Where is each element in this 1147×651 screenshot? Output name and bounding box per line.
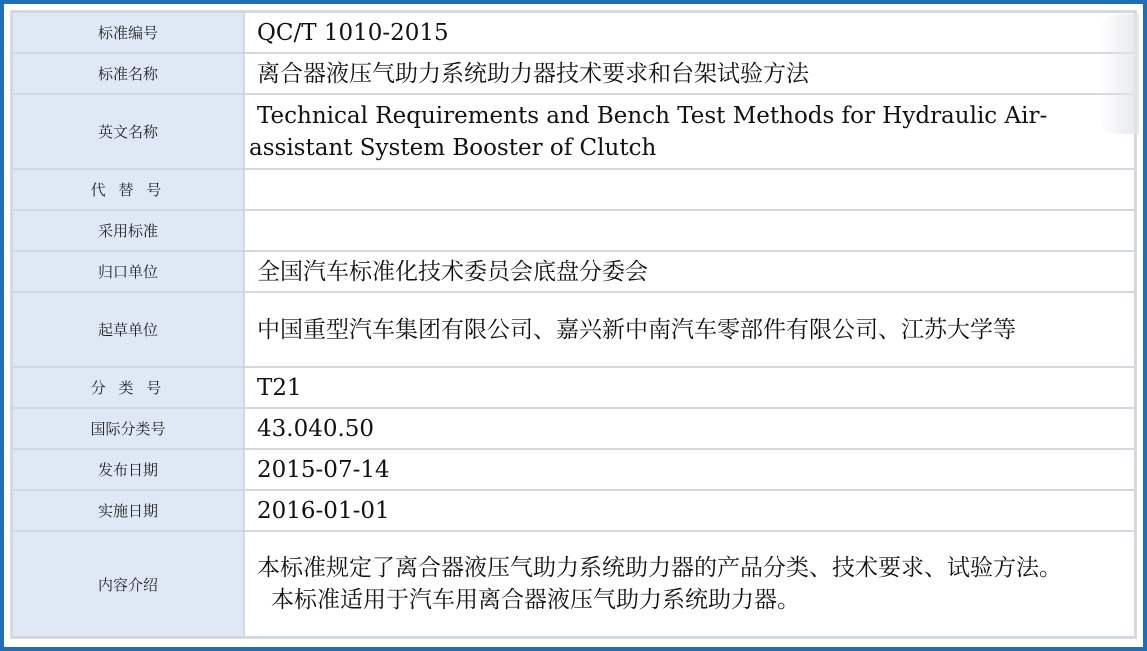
table-row	[12, 12, 1135, 53]
label-ics-number: 国际分类号	[12, 408, 244, 449]
table-row	[12, 490, 1135, 531]
value-implementation-date: 2016-01-01	[244, 490, 1135, 531]
table-row	[12, 210, 1135, 251]
label-english-name: 英文名称	[12, 94, 244, 169]
label-implementation-date: 实施日期	[12, 490, 244, 531]
value-responsible-unit: 全国汽车标准化技术委员会底盘分委会	[244, 251, 1135, 292]
value-adopted-standard	[244, 210, 1135, 251]
label-standard-name: 标准名称	[12, 53, 244, 94]
value-standard-name: 离合器液压气助力系统助力器技术要求和台架试验方法	[244, 53, 1135, 94]
label-standard-number: 标准编号	[12, 12, 244, 53]
label-drafting-unit: 起草单位	[12, 292, 244, 367]
scroll-edge-shadow	[1099, 14, 1139, 134]
table-row	[12, 292, 1135, 367]
label-responsible-unit: 归口单位	[12, 251, 244, 292]
value-standard-number: QC/T 1010-2015	[244, 12, 1135, 53]
table-row	[12, 531, 1135, 637]
value-drafting-unit: 中国重型汽车集团有限公司、嘉兴新中南汽车零部件有限公司、江苏大学等	[244, 292, 1135, 367]
label-replaces: 代 替 号	[12, 169, 244, 210]
label-content-summary: 内容介绍	[12, 531, 244, 637]
value-replaces	[244, 169, 1135, 210]
label-adopted-standard: 采用标准	[12, 210, 244, 251]
value-content-summary	[244, 531, 1135, 637]
standard-info-panel	[10, 10, 1137, 639]
label-classification-number: 分 类 号	[12, 367, 244, 408]
value-ics-number: 43.040.50	[244, 408, 1135, 449]
table-row	[12, 367, 1135, 408]
label-publish-date: 发布日期	[12, 449, 244, 490]
table-row	[12, 449, 1135, 490]
table-row	[12, 169, 1135, 210]
table-row	[12, 53, 1135, 94]
value-english-name: Technical Requirements and Bench Test Methods for Hydraulic Air-assistant System Booster of Clutch	[244, 94, 1135, 169]
value-publish-date: 2015-07-14	[244, 449, 1135, 490]
table-row	[12, 94, 1135, 169]
table-row	[12, 251, 1135, 292]
standard-info-table	[11, 11, 1136, 638]
value-classification-number: T21	[244, 367, 1135, 408]
summary-paragraph: 本标准规定了离合器液压气助力系统助力器的产品分类、技术要求、试验方法。	[257, 555, 1062, 581]
summary-paragraph: 本标准适用于汽车用离合器液压气助力系统助力器。	[271, 587, 800, 613]
table-row	[12, 408, 1135, 449]
